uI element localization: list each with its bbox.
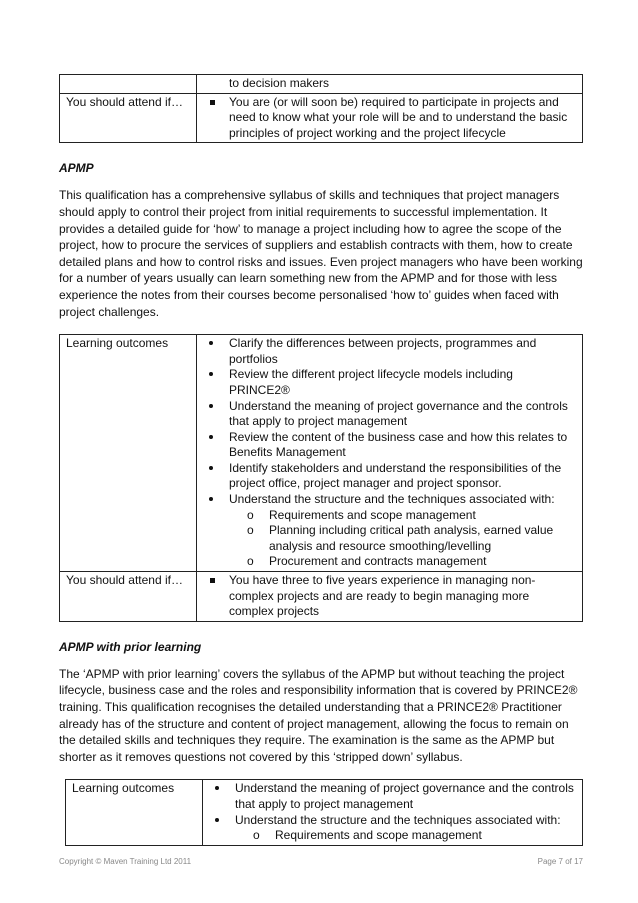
table-cell <box>197 75 583 94</box>
list-item: Clarify the differences between projects, programmes and portfolios <box>203 336 576 367</box>
sub-outcomes-list <box>203 508 576 570</box>
attend-label: You should attend if… <box>60 93 197 143</box>
table-cell <box>197 93 583 143</box>
sub-list-item: o Requirements and scope management <box>229 508 576 524</box>
outcomes-list <box>209 781 576 828</box>
outcomes-label: Learning outcomes <box>60 335 197 572</box>
table-row <box>60 572 583 622</box>
sub-list-item: o Procurement and contracts management <box>229 554 576 570</box>
list-item: Understand the structure and the techniques associated with: <box>209 813 576 829</box>
list-item: Understand the meaning of project governance and the controls that apply to project management <box>209 781 576 812</box>
table-cell <box>197 572 583 622</box>
list-item: Review the different project lifecycle models including PRINCE2® <box>203 367 576 398</box>
section-heading-apmp: APMP <box>59 161 94 176</box>
table-row <box>60 75 583 94</box>
attend-list <box>203 573 576 620</box>
sub-list-item: o Requirements and scope management <box>235 828 576 844</box>
sub-list-item: o Planning including critical path analysis, earned value analysis and resource smoothing/levelling <box>229 523 576 554</box>
table-row <box>60 335 583 572</box>
list-item: Review the content of the business case and how this relates to Benefits Management <box>203 430 576 461</box>
sub-outcomes-list <box>209 828 576 844</box>
section-paragraph-apmp-prior: The ‘APMP with prior learning’ covers the syllabus of the APMP but without teaching the project lifecycle, business case and the roles and responsibility information that is covered by PRINCE2® training. This qualification recognises the detailed understanding that a PRINCE2® Practitioner already has of the structure and content of project management, allowing the focus to remain on the detailed skills and techniques they require. The examination is the same as the APMP but shorter as it removes questions not covered by this ‘stripped down’ syllabus. <box>59 666 578 764</box>
course-table-previous <box>59 74 583 143</box>
continued-text: to decision makers <box>229 76 330 90</box>
list-item-text: Understand the structure and the techniques associated with: <box>229 492 555 507</box>
copyright-text: Copyright © Maven Training Ltd 2011 <box>59 857 192 866</box>
table-cell-empty <box>60 75 197 94</box>
page-number: Page 7 of 17 <box>537 857 583 866</box>
attend-label: You should attend if… <box>60 572 197 622</box>
table-row <box>66 780 583 845</box>
list-item <box>203 492 576 508</box>
section-paragraph-apmp: This qualification has a comprehensive syllabus of skills and techniques that project managers should apply to control their project from initial requirements to successful implementation. It provides a detailed guide for ‘how’ to manage a project including how to agree the scope of the project, how to procure the services of suppliers and establish contracts with them, how to create detailed plans and how to control risks and issues. Even project managers who have been working for a number of years usually can learn something new from the APMP and for those with less experience the notes from their courses become personalised ‘how to’ guides when faced with project challenges. <box>59 188 583 319</box>
course-table-apmp-prior <box>65 779 583 845</box>
course-table-apmp <box>59 334 583 622</box>
table-row <box>60 93 583 143</box>
document-page <box>59 74 583 846</box>
list-item: Identify stakeholders and understand the responsibilities of the project office, project manager and project sponsor. <box>203 461 576 492</box>
list-item: You are (or will soon be) required to participate in projects and need to know what your role will be and to understand the basic principles of project working and the project lifecycle <box>203 95 576 142</box>
outcomes-label: Learning outcomes <box>66 780 203 845</box>
list-item: Understand the meaning of project governance and the controls that apply to project management <box>203 399 576 430</box>
page-footer <box>59 857 583 866</box>
outcomes-list <box>203 336 576 508</box>
table-cell <box>197 335 583 572</box>
section-heading-apmp-prior: APMP with prior learning <box>59 639 202 654</box>
attend-list <box>203 95 576 142</box>
table-cell <box>203 780 583 845</box>
list-item: You have three to five years experience in managing non-complex projects and are ready to begin managing more complex projects <box>203 573 576 620</box>
